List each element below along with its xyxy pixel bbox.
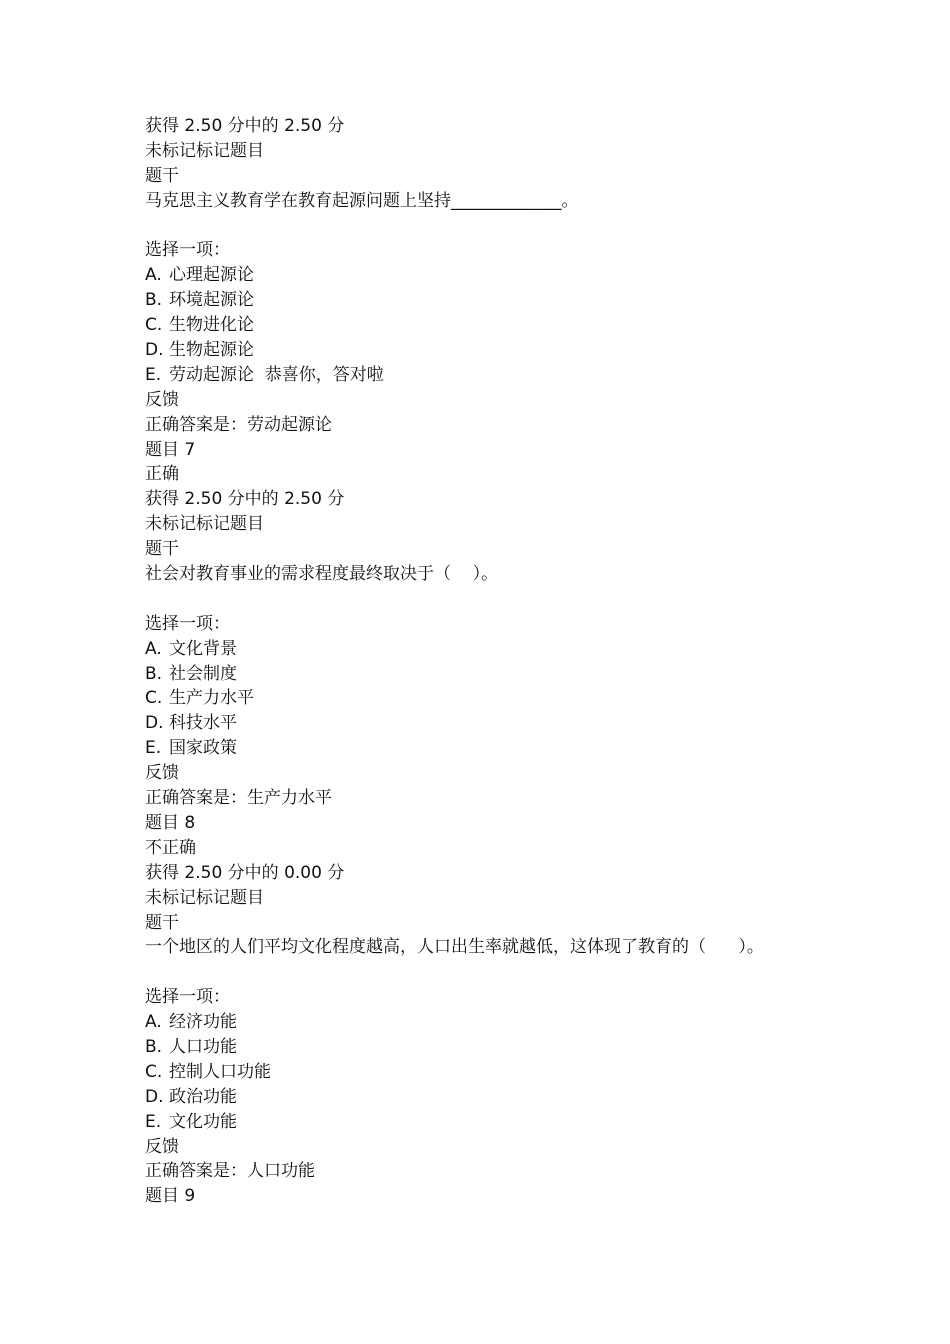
- option-text: 文化功能: [169, 1111, 237, 1132]
- option-letter: A.: [145, 265, 162, 286]
- option-a[interactable]: [145, 1010, 905, 1035]
- option-letter: D.: [145, 340, 164, 361]
- feedback-label: 反馈: [145, 1136, 179, 1157]
- option-e[interactable]: [145, 363, 905, 388]
- question-stem: 一个地区的人们平均文化程度越高，人口出生率就越低，这体现了教育的（ ）。: [145, 937, 764, 958]
- option-b[interactable]: [145, 1035, 905, 1060]
- question-status: 正确: [145, 464, 179, 485]
- option-letter: B.: [145, 663, 163, 684]
- choose-one-label: 选择一项：: [145, 613, 230, 634]
- stem-label: 题干: [145, 912, 179, 933]
- flag-question-link[interactable]: 未标记标记题目: [145, 887, 264, 908]
- option-text: 社会制度: [169, 663, 237, 684]
- option-letter: C.: [145, 1061, 163, 1082]
- option-text: 国家政策: [169, 738, 237, 759]
- question-title: 题目 7: [145, 439, 196, 460]
- choose-one-label: 选择一项：: [145, 240, 230, 261]
- option-letter: B.: [145, 290, 163, 311]
- quiz-review-page: [145, 114, 905, 1209]
- correct-answer: 正确答案是：人口功能: [145, 1161, 315, 1182]
- option-c[interactable]: [145, 1060, 905, 1085]
- question-stem: 马克思主义教育学在教育起源问题上坚持_____________。: [145, 190, 579, 211]
- feedback-label: 反馈: [145, 389, 179, 410]
- option-text: 政治功能: [169, 1086, 237, 1107]
- option-letter: A.: [145, 1012, 162, 1033]
- question-title: 题目 9: [145, 1186, 196, 1207]
- choose-one-label: 选择一项：: [145, 987, 230, 1008]
- score-text: 获得 2.50 分中的 0.00 分: [145, 862, 345, 883]
- option-letter: E.: [145, 738, 162, 759]
- option-d[interactable]: [145, 711, 905, 736]
- option-letter: E.: [145, 1111, 162, 1132]
- option-text: 科技水平: [169, 713, 237, 734]
- option-c[interactable]: [145, 313, 905, 338]
- option-letter: C.: [145, 688, 163, 709]
- option-text: 劳动起源论 恭喜你，答对啦: [169, 364, 384, 385]
- stem-label: 题干: [145, 539, 179, 560]
- flag-question-link[interactable]: 未标记标记题目: [145, 140, 264, 161]
- question-status: 不正确: [145, 837, 196, 858]
- spacer: [145, 587, 905, 612]
- option-e[interactable]: [145, 1110, 905, 1135]
- option-a[interactable]: [145, 637, 905, 662]
- spacer: [145, 960, 905, 985]
- question-title: 题目 8: [145, 812, 196, 833]
- option-b[interactable]: [145, 662, 905, 687]
- option-c[interactable]: [145, 686, 905, 711]
- option-a[interactable]: [145, 263, 905, 288]
- option-letter: A.: [145, 638, 162, 659]
- option-text: 人口功能: [169, 1036, 237, 1057]
- flag-question-link[interactable]: 未标记标记题目: [145, 514, 264, 535]
- option-letter: E.: [145, 364, 162, 385]
- option-text: 生物进化论: [169, 315, 254, 336]
- score-text: 获得 2.50 分中的 2.50 分: [145, 116, 345, 136]
- option-text: 心理起源论: [169, 265, 254, 286]
- feedback-label: 反馈: [145, 763, 179, 784]
- option-text: 生物起源论: [169, 340, 254, 361]
- score-text: 获得 2.50 分中的 2.50 分: [145, 489, 345, 510]
- correct-answer: 正确答案是：生产力水平: [145, 788, 332, 809]
- option-text: 环境起源论: [169, 290, 254, 311]
- option-text: 文化背景: [169, 638, 237, 659]
- option-e[interactable]: [145, 736, 905, 761]
- option-letter: D.: [145, 713, 164, 734]
- correct-answer: 正确答案是：劳动起源论: [145, 414, 332, 435]
- option-letter: B.: [145, 1036, 163, 1057]
- question-stem: 社会对教育事业的需求程度最终取决于（ ）。: [145, 564, 499, 585]
- option-letter: D.: [145, 1086, 164, 1107]
- option-d[interactable]: [145, 338, 905, 363]
- option-text: 控制人口功能: [169, 1061, 271, 1082]
- option-d[interactable]: [145, 1085, 905, 1110]
- option-letter: C.: [145, 315, 163, 336]
- option-b[interactable]: [145, 288, 905, 313]
- option-text: 经济功能: [169, 1012, 237, 1033]
- stem-label: 题干: [145, 165, 179, 186]
- option-text: 生产力水平: [169, 688, 254, 709]
- spacer: [145, 214, 905, 239]
